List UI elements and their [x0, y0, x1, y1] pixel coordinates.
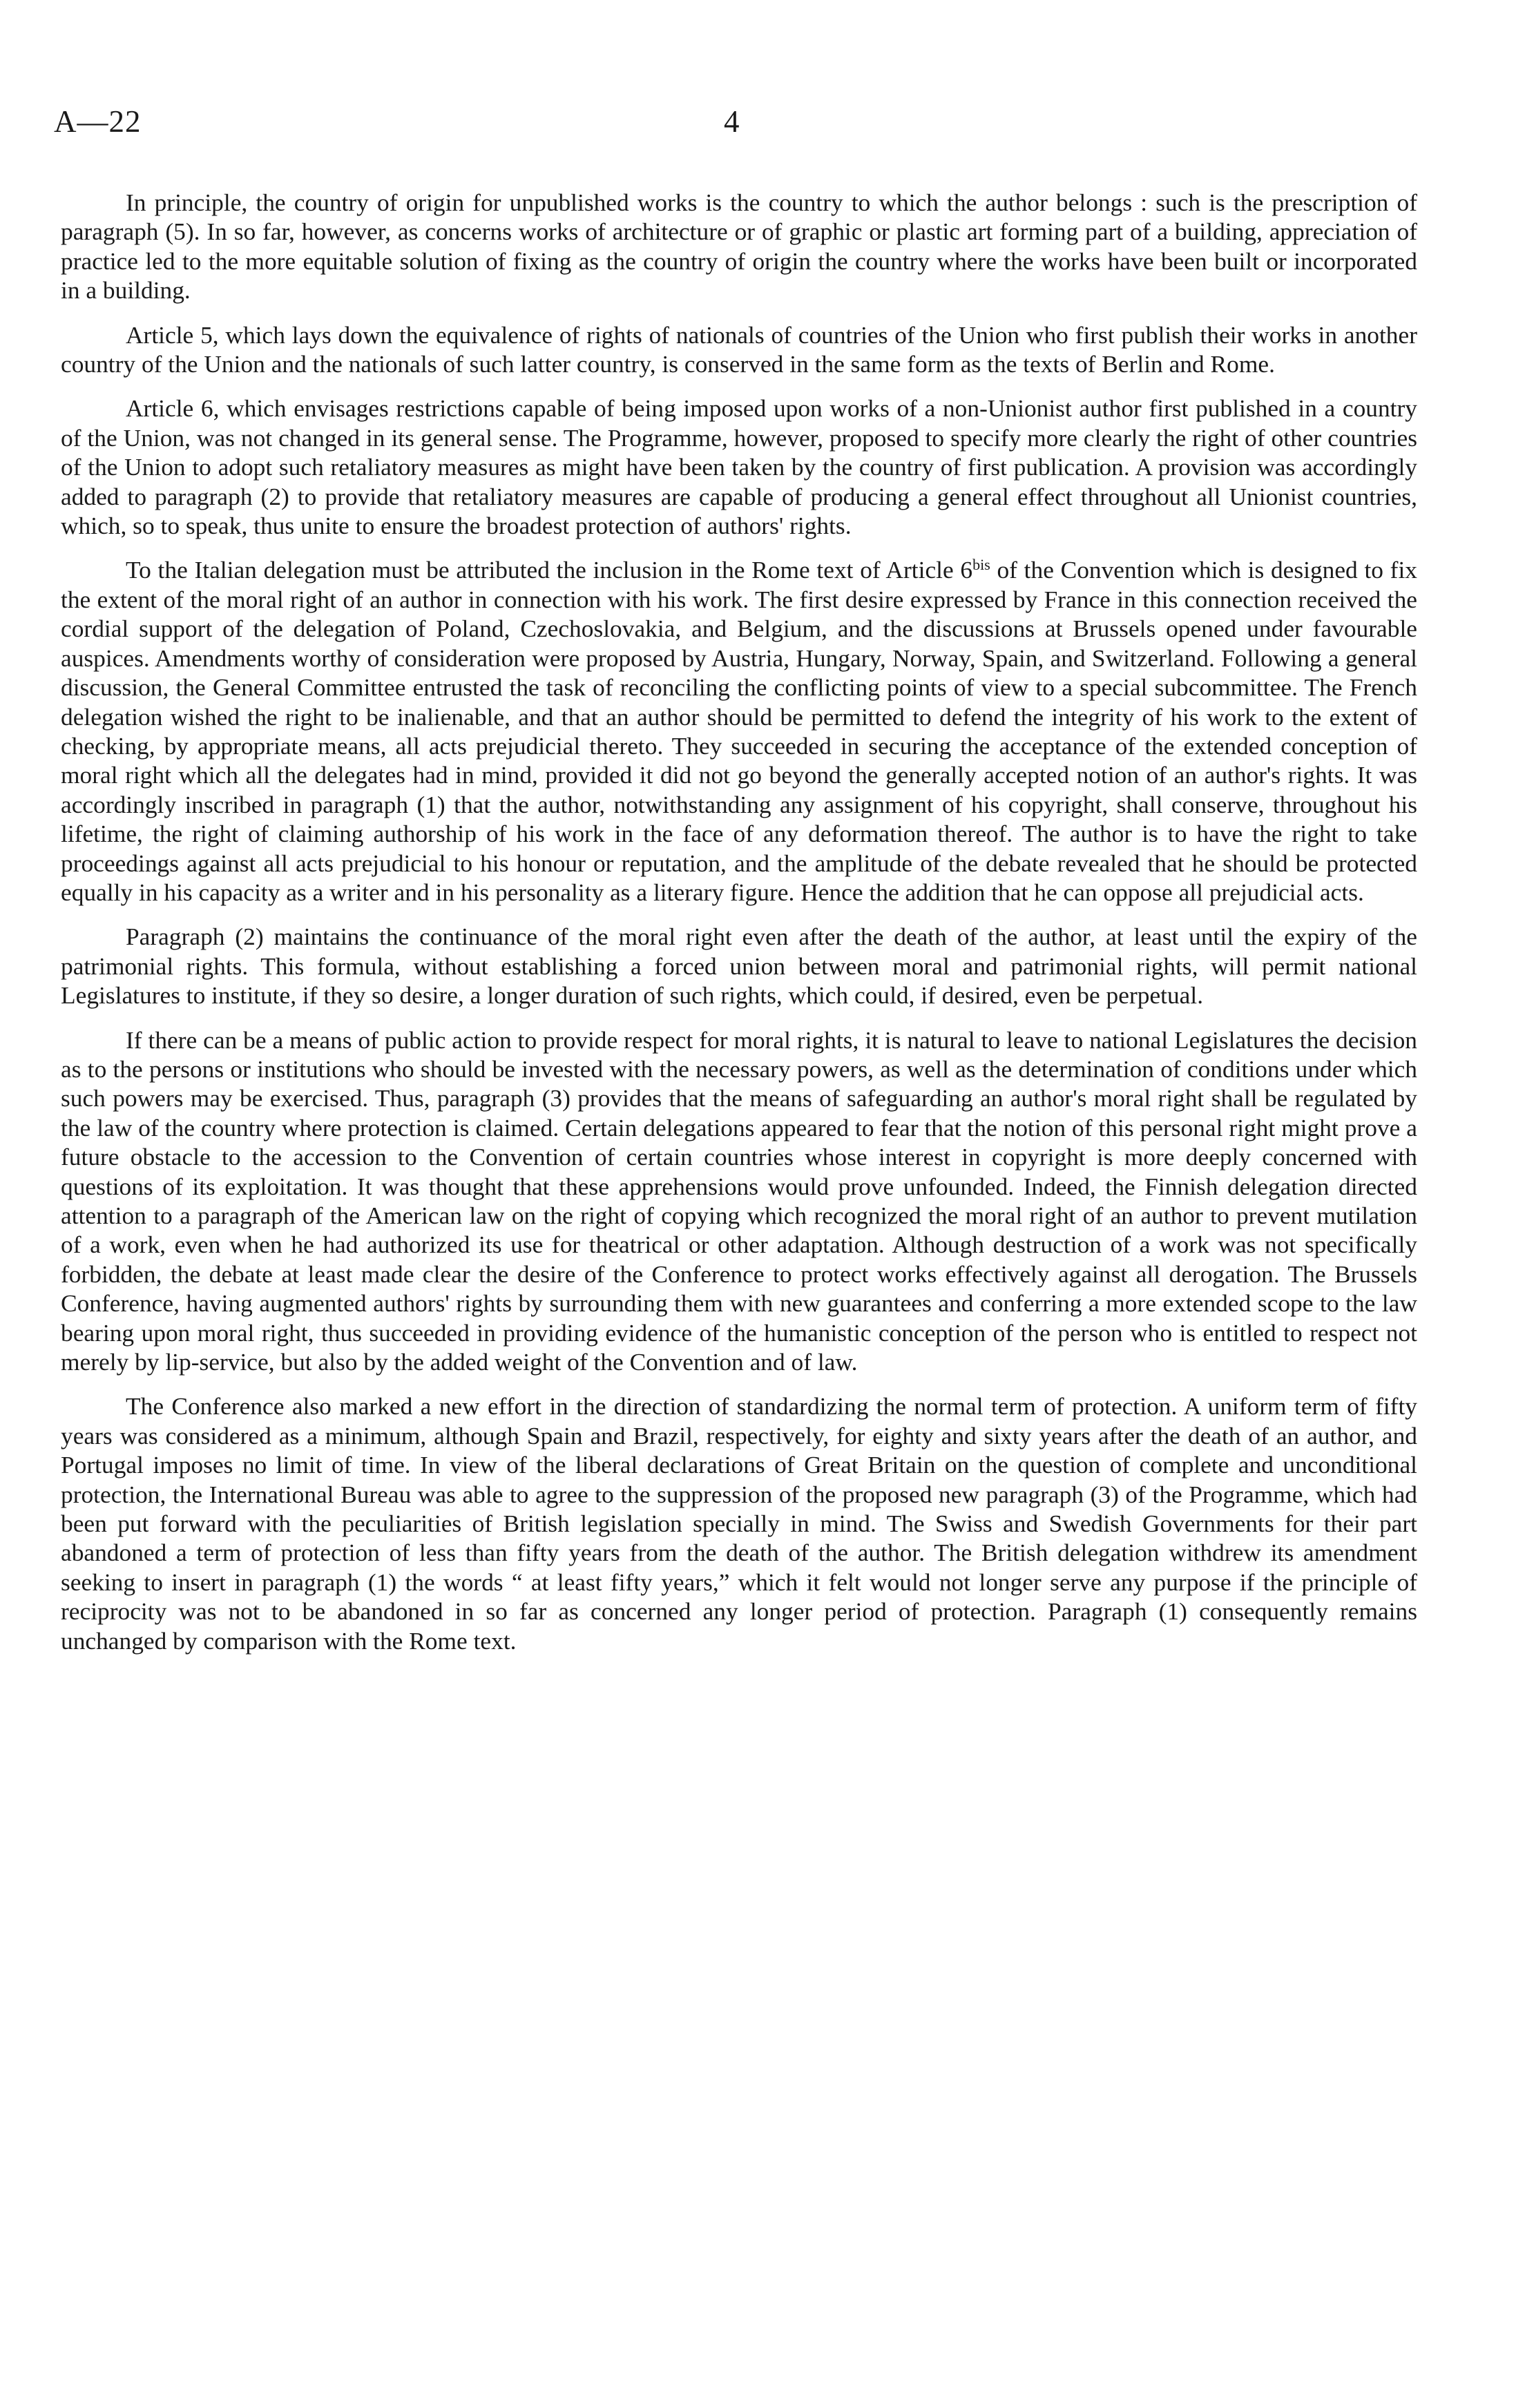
paragraph-country-of-origin: In principle, the country of origin for unpublished works is the country to which the author belongs : such is the prescription of paragraph (5). In so far, however, as concerns works of architecture or of graphic or plastic art forming part of a building, appreciation of practice led to the more equitable solution of fixing as the country of origin the country where the works have been built or incorporated in a building.	[61, 189, 1417, 305]
bis-superscript: bis	[972, 556, 990, 574]
document-reference: A—22	[54, 104, 142, 139]
paragraph-public-action: If there can be a means of public action to provide respect for moral rights, it is natural to leave to national Legislatures the decision as to the persons or institutions who should be invested with the necessary powers, as well as the determination of conditions under which such powers may be exercised. Thus, paragraph (3) provides that the means of safeguarding an author's moral right shall be regulated by the law of the country where protection is claimed. Certain delegations appeared to fear that the notion of this personal right might prove a future obstacle to the accession to the Convention of certain countries whose interest in copyright is more deeply concerned with questions of its exploitation. It was thought that these apprehensions would prove unfounded. Indeed, the Finnish delegation directed attention to a paragraph of the American law on the right of copying which recognized the moral right of an author to prevent mutilation of a work, even when he had authorized its use for theatrical or other adaptation. Although destruction of a work was not specifically forbidden, the debate at least made clear the desire of the Conference to protect works effectively against all derogation. The Brussels Conference, having augmented authors' rights by surrounding them with new guarantees and conferring a more extended scope to the law bearing upon moral right, thus succeeded in providing evidence of the humanistic conception of the person who is entitled to respect not merely by lip-service, but also by the added weight of the Convention and of law.	[61, 1025, 1417, 1376]
paragraph-moral-right-start: To the Italian delegation must be attributed the inclusion in the Rome text of Article 6	[126, 556, 973, 584]
paragraph-continuance: Paragraph (2) maintains the continuance of the moral right even after the death of the author, at least until the expiry of the patrimonial rights. This formula, without establishing a forced union between moral and patrimonial rights, will permit national Legislatures to institute, if they so desire, a longer duration of such rights, which could, if desired, even be perpetual.	[61, 923, 1417, 1010]
paragraph-article-6: Article 6, which envisages restrictions capable of being imposed upon works of a non-Unionist author first published in a country of the Union, was not changed in its general sense. The Programme, however, proposed to specify more clearly the right of other countries of the Union to adopt such retaliatory measures as might have been taken by the country of first publication. A provision was accordingly added to paragraph (2) to provide that retaliatory measures are capable of producing a general effect throughout all Unionist countries, which, so to speak, thus unite to ensure the broadest protection of authors' rights.	[61, 394, 1417, 540]
paragraph-article-5: Article 5, which lays down the equivalence of rights of nationals of countries of the Union who first publish their works in another country of the Union and the nationals of such latter country, is conserved in the same form as the texts of Berlin and Rome.	[61, 320, 1417, 378]
page-header	[54, 104, 1408, 152]
paragraph-moral-right	[61, 555, 1417, 907]
paragraph-term-of-protection: The Conference also marked a new effort in the direction of standardizing the normal term of protection. A uniform term of fifty years was considered as a minimum, although Spain and Brazil, respectively, for eighty and sixty years after the death of an author, and Portugal imposes no limit of time. In view of the liberal declarations of Great Britain on the question of complete and unconditional protection, the International Bureau was able to agree to the suppression of the proposed new paragraph (3) of the Programme, which had been put forward with the peculiarities of British legislation specially in mind. The Swiss and Swedish Governments for their part abandoned a term of protection of less than fifty years from the death of the author. The British delegation withdrew its amendment seeking to insert in paragraph (1) the words “ at least fifty years,” which it felt would not longer serve any purpose if the principle of reciprocity was not to be abandoned in so far as concerned any longer period of protection. Paragraph (1) consequently remains unchanged by comparison with the Rome text.	[61, 1392, 1417, 1655]
page-number: 4	[724, 104, 740, 139]
paragraph-moral-right-rest: of the Convention which is designed to fix the extent of the moral right of an author in connection with his work. The first desire expressed by France in this connection received the cordial support of the delegation of Poland, Czechoslovakia, and Belgium, and the discussions at Brussels opened under favourable auspices. Amendments worthy of consideration were proposed by Austria, Hungary, Norway, Spain, and Switzerland. Following a general discussion, the General Committee entrusted the task of reconciling the conflicting points of view to a special subcommittee. The French delegation wished the right to be inalienable, and that an author should be permitted to defend the integrity of his work to the extent of checking, by appropriate means, all acts prejudicial thereto. They succeeded in securing the acceptance of the extended conception of moral right which all the delegates had in mind, provided it did not go beyond the generally accepted notion of an author's rights. It was accordingly inscribed in paragraph (1) that the author, notwithstanding any assignment of his copyright, shall conserve, throughout his lifetime, the right of claiming authorship of his work in the face of any deformation thereof. The author is to have the right to take proceedings against all acts prejudicial to his honour or reputation, and the amplitude of the debate revealed that he should be protected equally in his capacity as a writer and in his personality as a literary figure. Hence the addition that he can oppose all prejudicial acts.	[61, 556, 1417, 906]
body-text	[61, 188, 1417, 1670]
